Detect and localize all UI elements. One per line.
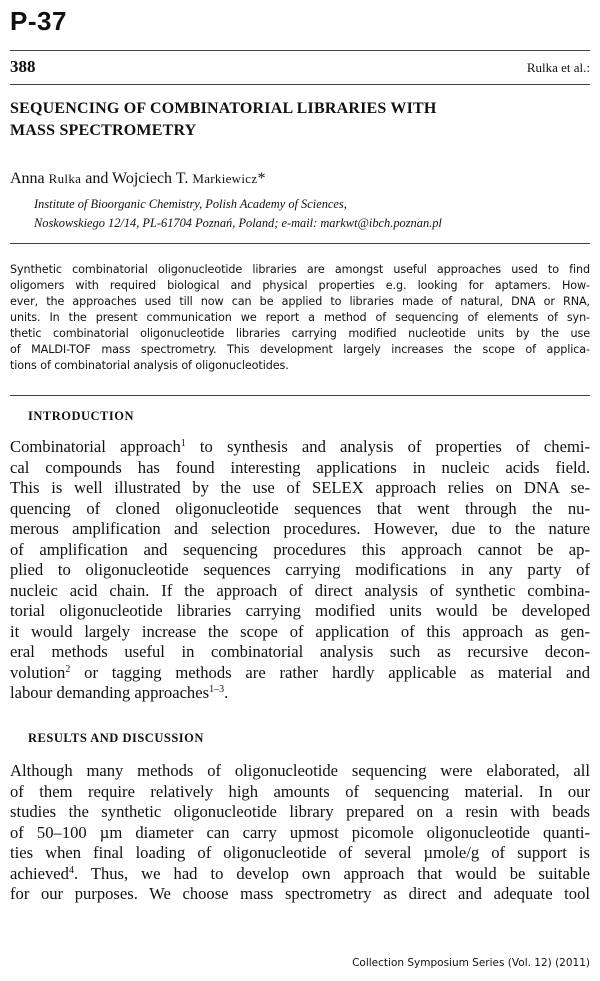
abstract-line: Synthetic combinatorial oligonucleotide libraries are amongst useful approaches used to find [10, 263, 590, 276]
abstract-rule-top [10, 243, 590, 244]
body-line: studies the synthetic oligonucleotide library prepared on a resin with beads [10, 802, 590, 821]
citation: 2 [65, 663, 71, 675]
introduction-text [10, 437, 590, 704]
author-first-name: Anna [10, 170, 49, 187]
abstract-line: of MALDI-TOF mass spectrometry. This development largely increases the scope of applica- [10, 343, 590, 356]
abstract-rule-bottom [10, 395, 590, 396]
author-last-name: Rulka [48, 171, 82, 186]
citation: 4 [68, 864, 74, 876]
body-line: of amplification and sequencing procedures this approach cannot be ap- [10, 539, 590, 559]
header-rule-bottom [10, 84, 590, 85]
body-line: This is well illustrated by the use of SELEX approach relies on DNA se- [10, 478, 590, 497]
body-line: Although many methods of oligonucleotide sequencing were elaborated, all [10, 761, 590, 780]
section-heading-introduction: INTRODUCTION [28, 409, 135, 423]
body-line: of them require relatively high amounts of sequencing material. In our [10, 781, 590, 801]
affiliation [34, 195, 590, 233]
body-line: quencing of cloned oligonucleotide sequences that went through the nu- [10, 498, 590, 518]
abstract-line: tions of combinatorial analysis of oligonucleotides. [10, 359, 289, 372]
body-line: of 50–100 µm diameter can carry upmost picomole oligonucleotide quanti- [10, 822, 590, 842]
body-line: volution$^2$ or tagging methods are rather hardly applicable as material and [10, 662, 590, 682]
affiliation-line: Noskowskiego 12/14, PL-61704 Poznań, Poland; e-mail: markwt@ibch.poznan.pl [34, 216, 442, 230]
body-line: it would largely increase the scope of application of this approach as gen- [10, 621, 590, 641]
results-text [10, 761, 590, 905]
body-line: for our purposes. We choose mass spectrometry as direct and adequate tool [10, 884, 590, 903]
body-line: Combinatorial approach$^1$ to synthesis and analysis of properties of chemi- [10, 437, 590, 456]
citation: 1 [180, 438, 186, 449]
title-line: MASS SPECTROMETRY [10, 122, 197, 139]
author-first-name: Wojciech T. [112, 170, 193, 187]
body-line: eral methods useful in combinatorial analysis such as recursive decon- [10, 642, 590, 661]
footer-series: Collection Symposium Series (Vol. 12) (2011) [352, 957, 590, 969]
running-head: Rulka et al.: [526, 60, 590, 75]
body-line: cal compounds has found interesting applications in nucleic acids field. [10, 457, 590, 477]
authors [10, 170, 265, 188]
body-line: ties when final loading of oligonucleotide of several µmole/g of support is [10, 843, 590, 862]
page-code: P-37 [10, 6, 67, 36]
body-line: plied to oligonucleotide sequences carrying modifications in any party of [10, 560, 590, 579]
body-line: nucleic acid chain. If the approach of direct analysis of synthetic combina- [10, 580, 590, 600]
abstract-line: units. In the present communication we report a method of sequencing of elements of syn- [10, 311, 590, 324]
section-heading-results: RESULTS AND DISCUSSION [28, 731, 204, 745]
citation: 1–3 [209, 684, 225, 695]
body-line: merous amplification and selection procedures. However, due to the nature [10, 519, 590, 538]
body-line: labour demanding approaches$^{1-3}$. [10, 683, 229, 702]
corresponding-mark: * [257, 170, 266, 187]
body-line: torial oligonucleotide libraries carrying modified units would be developed [10, 601, 590, 620]
header-rule-top [10, 50, 590, 51]
abstract-line: thetic combinatorial oligonucleotide libraries carrying modified nucleotide units by the use [10, 327, 590, 340]
affiliation-line: Institute of Bioorganic Chemistry, Polish Academy of Sciences, [34, 197, 347, 211]
abstract [10, 262, 590, 374]
author-conjunction: and [81, 170, 113, 187]
abstract-line: ever, the approaches used till now can be applied to libraries made of natural, DNA or RNA, [10, 295, 590, 308]
page-number: 388 [10, 57, 36, 76]
author-last-name: Markiewicz [192, 171, 258, 186]
title-line: SEQUENCING OF COMBINATORIAL LIBRARIES WITH [10, 100, 437, 117]
body-line: achieved$^4$. Thus, we had to develop own approach that would be suitable [10, 863, 590, 883]
article-title [10, 98, 570, 142]
abstract-line: oligomers with required biological and physical properties e.g. looking for aptamers. How- [10, 279, 590, 292]
